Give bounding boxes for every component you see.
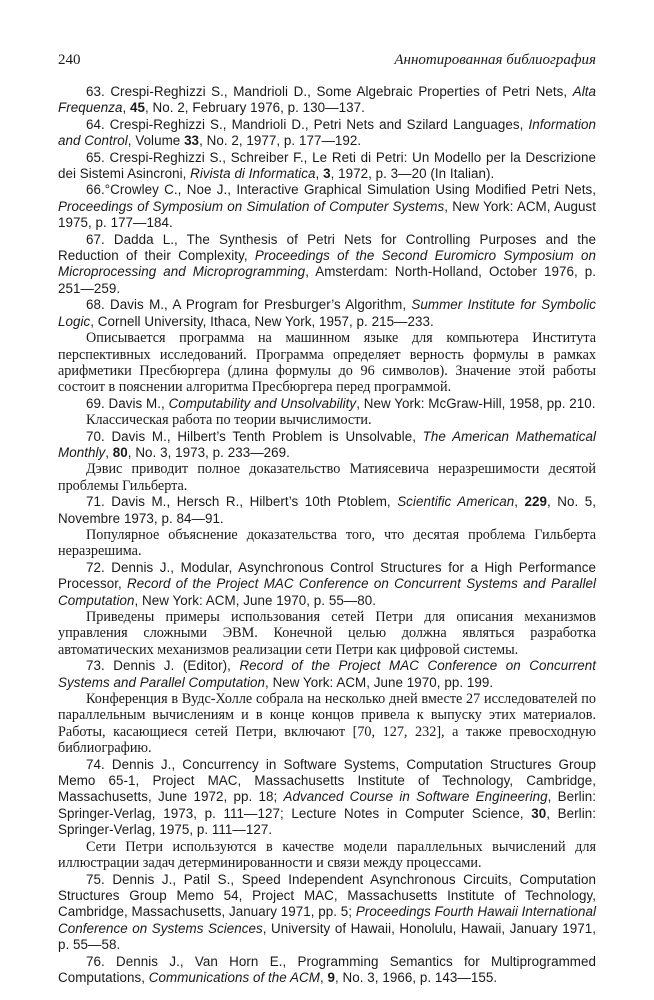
volume-number: 9 (327, 969, 335, 985)
bibliography-entry (58, 117, 596, 150)
source-title: Proceedings of the Second Euromicro Symposium on Microprocessing and Microprogramming (58, 248, 597, 280)
entry-text: 76. Dennis J., Van Horn E., Programming Semantics for Multiprogrammed Computations, (58, 953, 596, 985)
bibliography-body (58, 84, 596, 986)
entry-text: 63. Crespi-Reghizzi S., Mandrioli D., Some Algebraic Properties of Petri Nets, (86, 84, 573, 99)
entry-text: , No. 2, 1977, p. 177—192. (199, 133, 362, 149)
entry-text: , (105, 444, 113, 460)
source-title: Computability and Unsolvability (168, 395, 357, 411)
entry-text: , 1972, p. 3—20 (In Italian). (330, 166, 495, 182)
entry-text: 69. Davis M., (86, 395, 169, 411)
volume-number: 80 (112, 444, 128, 460)
entry-text: 74. Dennis J., Concurrency in Software Systems, Computation Structures Group Memo 65-1, Project MAC, Massachusetts Institute of Technology, Cambridge, Massachusetts, June 1972, pp. 18; (58, 756, 596, 805)
entry-text: 68. Davis M., A Program for Presburger’s Algorithm, (86, 297, 412, 313)
bibliography-entry (58, 150, 596, 183)
volume-number: 229 (524, 494, 547, 510)
annotation-text (58, 330, 596, 396)
page-number: 240 (58, 52, 81, 68)
entry-text: , New York: ACM, August 1975, p. 177—184. (58, 198, 596, 231)
bibliography-entry (58, 560, 596, 609)
source-title: Record of the Project MAC Conference on Concurrent Systems and Parallel Computation (58, 658, 596, 690)
entry-text: , New York: ACM, June 1970, pp. 199. (265, 674, 494, 690)
entry-text: , New York: ACM, June 1970, p. 55—80. (134, 592, 377, 608)
bibliography-entry (58, 954, 596, 987)
entry-text: , No. 2, February 1976, p. 130—137. (145, 100, 365, 116)
volume-number: 30 (531, 805, 547, 821)
source-title: Information and Control (58, 116, 596, 149)
entry-text: 75. Dennis J., Patil S., Speed Independent Asynchronous Circuits, Computation Structures Group Memo 54, Project MAC, Massachusetts Institute of Technology, Cambridge, Massachusetts, January 1971, pp. 5; (58, 871, 596, 920)
bibliography-entry (58, 757, 596, 839)
entry-text: , University of Hawaii, Honolulu, Hawaii, January 1971, p. 55—58. (58, 920, 596, 953)
annotation-text (58, 691, 596, 757)
entry-text: Дэвис приводит полное доказательство Матиясевича неразрешимости десятой проблемы Гильберта. (58, 461, 596, 494)
source-title: The American Mathematical Monthly (58, 428, 596, 460)
running-title: Аннотированная библиография (394, 52, 596, 68)
entry-text: , (315, 166, 324, 182)
entry-text: , Cornell University, Ithaca, New York, 1957, p. 215—233. (90, 313, 434, 329)
entry-text: 72. Dennis J., Modular, Asynchronous Control Structures for a High Performance Processor, (58, 559, 596, 592)
entry-text: Классическая работа по теории вычислимости. (86, 412, 372, 429)
entry-text: 73. Dennis J. (Editor), (86, 658, 240, 674)
entry-text: 66.°Crowley C., Noe J., Interactive Graphical Simulation Using Modified Petri Nets, (86, 182, 596, 198)
bibliography-entry (58, 494, 596, 527)
annotation-text (58, 461, 596, 494)
entry-text: , Berlin: Springer-Verlag, 1973, p. 111—127; Lecture Notes in Computer Science, (58, 789, 596, 821)
entry-text: , New York: McGraw-Hill, 1958, pp. 210. (356, 395, 596, 411)
entry-text: Приведены примеры использования сетей Петри для описания механизмов управления сложными ЭВМ. Конечной целью должна являться разработка автоматических механизмов реализации сети Петри как цифровой системы. (58, 609, 596, 658)
source-title: Alta Frequenza (58, 84, 596, 116)
bibliography-entry (58, 658, 596, 691)
bibliography-entry (58, 297, 596, 330)
source-title: Scientific American (397, 494, 515, 510)
entry-text: Описывается программа на машинном языке для компьютера Института перспективных исследований. Программа определяет верность формулы в рамках арифметики Пресбюргера (длина формулы до 96 символов). Значение этой работы состоит в пояснении алгоритма Пресбюргера перед программой. (58, 330, 596, 396)
bibliography-entry (58, 429, 596, 462)
entry-text: , Amsterdam: North-Holland, October 1976, p. 251—259. (58, 264, 597, 296)
volume-number: 45 (130, 100, 146, 116)
entry-text: , Volume (127, 133, 185, 149)
bibliography-entry (58, 872, 596, 954)
entry-text: 65. Crespi-Reghizzi S., Schreiber F., Le Reti di Petri: Un Modello per la Descrizione dei Sistemi Asincroni, (58, 149, 596, 182)
source-title: Proceedings Fourth Hawaii International Conference on Systems Sciences (58, 904, 596, 936)
volume-number: 3 (323, 166, 331, 182)
source-title: Rivista di Informatica (190, 166, 316, 182)
entry-text: Конференция в Вудс-Холле собрала на несколько дней вместе 27 исследователей по параллельным вычислениям и в конце концов привела к выпуску этих материалов. Работы, касающиеся сетей Петри, включают [70, 127, 232], а также превосходную библиографию. (58, 691, 596, 757)
page-header (58, 52, 596, 76)
entry-text: , (319, 969, 328, 985)
bibliography-entry (58, 84, 596, 117)
source-title: Record of the Project MAC Conference on Concurrent Systems and Parallel Computation (58, 576, 596, 608)
bibliography-entry (58, 232, 596, 298)
entry-text: 71. Davis M., Hersch R., Hilbert’s 10th Ptoblem, (86, 494, 398, 510)
bibliography-entry (58, 182, 596, 231)
entry-text: 70. Davis M., Hilbert’s Tenth Problem is Unsolvable, (86, 428, 423, 444)
annotation-text (58, 609, 596, 658)
source-title: Advanced Course in Software Engineering (283, 789, 548, 805)
entry-text: Сети Петри используются в качестве модели параллельных вычислений для иллюстрации задач детерминированности и связи между процессами. (58, 838, 596, 872)
volume-number: 33 (184, 133, 200, 149)
bibliography-entry (58, 396, 596, 412)
entry-text: , (122, 100, 131, 116)
entry-text: , No. 5, Novembre 1973, p. 84—91. (58, 494, 596, 526)
source-title: Communications of the ACM (148, 969, 320, 985)
source-title: Summer Institute for Symbolic Logic (58, 297, 597, 329)
entry-text: , No. 3, 1973, p. 233—269. (127, 444, 290, 460)
entry-text: , (514, 494, 525, 510)
entry-text: Популярное объяснение доказательства того, что десятая проблема Гильберта неразрешима. (58, 526, 596, 560)
source-title: Proceedings of Symposium on Simulation of Computer Systems (58, 198, 445, 214)
entry-text: , No. 3, 1966, p. 143—155. (335, 969, 498, 985)
annotation-text (58, 839, 596, 872)
annotation-text (58, 412, 596, 428)
entry-text: , Berlin: Springer-Verlag, 1975, p. 111—127. (58, 805, 596, 838)
annotation-text (58, 527, 596, 560)
entry-text: 64. Crespi-Reghizzi S., Mandrioli D., Petri Nets and Szilard Languages, (86, 116, 529, 132)
entry-text: 67. Dadda L., The Synthesis of Petri Nets for Controlling Purposes and the Reduction of their Complexity, (58, 231, 596, 264)
